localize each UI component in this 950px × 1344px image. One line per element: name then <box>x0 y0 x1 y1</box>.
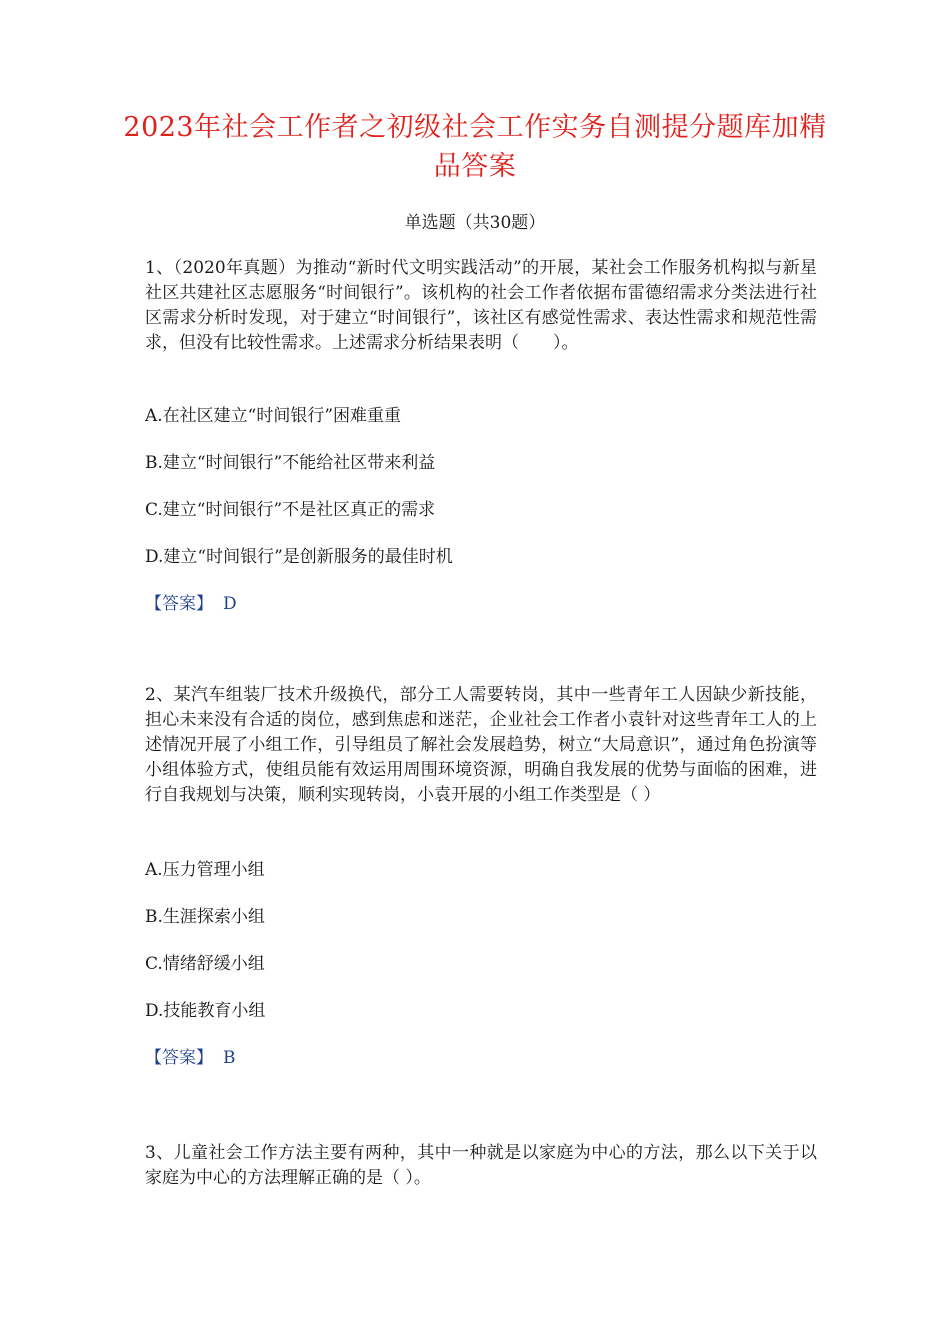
question-2-stem: 2、某汽车组装厂技术升级换代，部分工人需要转岗，其中一些青年工人因缺少新技能，担心未来没有合适的岗位，感到焦虑和迷茫，企业社会工作者小袁针对这些青年工人的上述情况开展了小组工作，引导组员了解社会发展趋势，树立“大局意识”，通过角色扮演等小组体验方式，使组员能有效运用周围环境资源，明确自我发展的优势与面临的困难，进行自我规划与决策，顺利实现转岗，小袁开展的小组工作类型是（ ） <box>145 685 817 805</box>
question-1-stem: 1、（2020年真题）为推动“新时代文明实践活动”的开展，某社会工作服务机构拟与新星社区共建社区志愿服务“时间银行”。该机构的社会工作者依据布雷德绍需求分类法进行社区需求分析时发现，对于建立“时间银行”，该社区有感觉性需求、表达性需求和规范性需求，但没有比较性需求。上述需求分析结果表明（ ）。 <box>145 258 817 353</box>
question-2-option-a: A.压力管理小组 <box>145 860 265 880</box>
answer-value: D <box>223 594 237 614</box>
question-1-option-a: A.在社区建立“时间银行”困难重重 <box>145 406 402 426</box>
question-1-option-b: B.建立“时间银行”不能给社区带来利益 <box>145 453 436 473</box>
question-1-option-c: C.建立“时间银行”不是社区真正的需求 <box>145 500 436 520</box>
question-1-answer <box>145 592 237 617</box>
answer-value: B <box>223 1048 236 1068</box>
question-2-option-d: D.技能教育小组 <box>145 1001 266 1021</box>
question-2-option-c: C.情绪舒缓小组 <box>145 954 265 974</box>
question-2-answer <box>145 1046 236 1071</box>
question-2-option-b: B.生涯探索小组 <box>145 907 265 927</box>
document-title: 2023年社会工作者之初级社会工作实务自测提分题库加精品答案 <box>123 112 827 182</box>
question-3-stem: 3、儿童社会工作方法主要有两种，其中一种就是以家庭为中心的方法，那么以下关于以家庭为中心的方法理解正确的是（ ）。 <box>145 1143 817 1188</box>
question-1-option-d: D.建立“时间银行”是创新服务的最佳时机 <box>145 547 453 567</box>
answer-label: 【答案】 <box>145 594 213 614</box>
section-heading: 单选题（共30题） <box>404 213 546 233</box>
answer-label: 【答案】 <box>145 1048 213 1068</box>
